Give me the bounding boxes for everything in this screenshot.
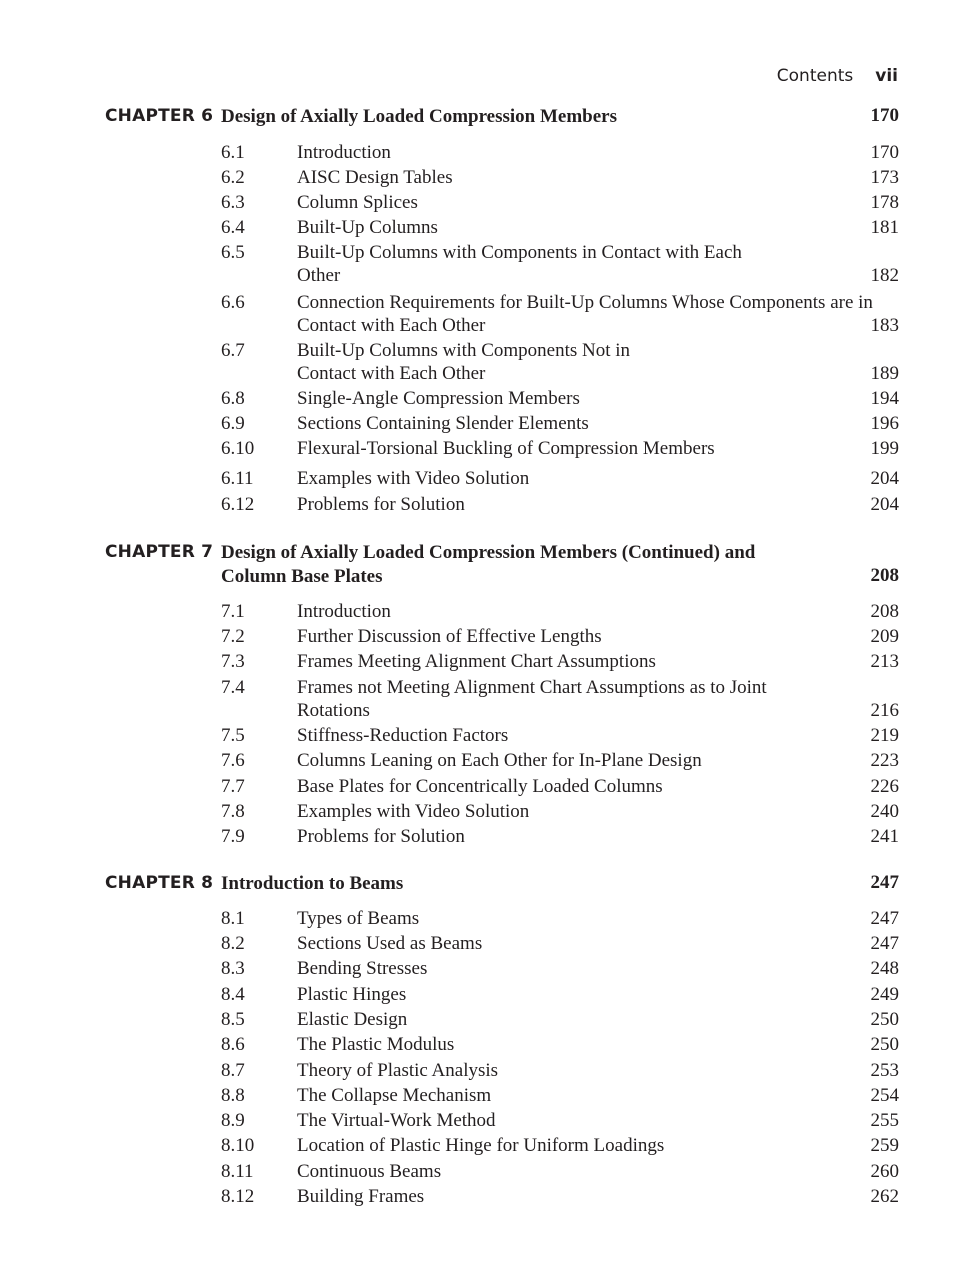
section-page-number: 181 (870, 217, 899, 238)
section-title: The Plastic Modulus (297, 1034, 455, 1055)
section-title: Building Frames (297, 1186, 425, 1207)
section-page-number: 223 (870, 750, 899, 771)
chapter-page-number: 170 (870, 105, 899, 126)
section-number: 7.9 (221, 826, 245, 847)
page-number: vii (875, 66, 898, 86)
section-title: Examples with Video Solution (297, 468, 530, 489)
section-page-number: 183 (870, 315, 899, 336)
section-number: 8.11 (221, 1161, 254, 1182)
section-page-number: 250 (870, 1009, 899, 1030)
running-title: Contents (776, 66, 854, 86)
section-title: Plastic Hinges (297, 984, 407, 1005)
section-title: Stiffness-Reduction Factors (297, 725, 509, 746)
section-title: Sections Used as Beams (297, 933, 483, 954)
section-title: Connection Requirements for Built-Up Columns Whose Components are in Contact with Each Other (297, 292, 873, 336)
section-page-number: 226 (870, 776, 899, 797)
section-number: 6.1 (221, 142, 245, 163)
section-page-number: 240 (870, 801, 899, 822)
section-number: 8.5 (221, 1009, 245, 1030)
section-number: 7.2 (221, 626, 245, 647)
section-page-number: 189 (870, 363, 899, 384)
section-title: Bending Stresses (297, 958, 428, 979)
section-title: Continuous Beams (297, 1161, 442, 1182)
section-title: Flexural-Torsional Buckling of Compression Members (297, 438, 715, 459)
section-title: Types of Beams (297, 908, 420, 929)
section-number: 7.6 (221, 750, 245, 771)
chapter-title: Design of Axially Loaded Compression Members (221, 106, 618, 127)
chapter-title: Design of Axially Loaded Compression Members (Continued) and Column Base Plates (221, 542, 756, 587)
section-title: Problems for Solution (297, 494, 465, 515)
section-page-number: 249 (870, 984, 899, 1005)
section-page-number: 253 (870, 1060, 899, 1081)
section-number: 7.7 (221, 776, 245, 797)
section-page-number: 255 (870, 1110, 899, 1131)
section-page-number: 241 (870, 826, 899, 847)
section-page-number: 247 (870, 908, 899, 929)
running-head (777, 66, 898, 86)
section-number: 8.9 (221, 1110, 245, 1131)
chapter-page-number: 247 (870, 872, 899, 893)
section-title: Elastic Design (297, 1009, 408, 1030)
section-title: Sections Containing Slender Elements (297, 413, 589, 434)
section-page-number: 182 (870, 265, 899, 286)
section-title: Further Discussion of Effective Lengths (297, 626, 602, 647)
section-page-number: 248 (870, 958, 899, 979)
section-number: 6.2 (221, 167, 245, 188)
section-page-number: 199 (870, 438, 899, 459)
section-title: Examples with Video Solution (297, 801, 530, 822)
section-number: 8.2 (221, 933, 245, 954)
section-number: 6.11 (221, 468, 254, 489)
section-number: 8.10 (221, 1135, 255, 1156)
chapter-label: CHAPTER 6 (105, 106, 214, 126)
chapter-page-number: 208 (870, 565, 899, 586)
section-number: 7.3 (221, 651, 245, 672)
section-number: 7.5 (221, 725, 245, 746)
section-number: 6.7 (221, 340, 245, 361)
section-number: 8.12 (221, 1186, 255, 1207)
section-page-number: 209 (870, 626, 899, 647)
section-page-number: 204 (870, 468, 899, 489)
section-title: The Collapse Mechanism (297, 1085, 492, 1106)
chapter-label: CHAPTER 7 (105, 542, 214, 562)
section-page-number: 194 (870, 388, 899, 409)
section-page-number: 259 (870, 1135, 899, 1156)
section-page-number: 213 (870, 651, 899, 672)
section-number: 6.4 (221, 217, 245, 238)
section-page-number: 204 (870, 494, 899, 515)
section-page-number: 208 (870, 601, 899, 622)
section-title: Introduction (297, 601, 391, 622)
section-number: 6.3 (221, 192, 245, 213)
section-number: 6.12 (221, 494, 255, 515)
section-title: Theory of Plastic Analysis (297, 1060, 499, 1081)
section-page-number: 216 (870, 700, 899, 721)
section-title: The Virtual-Work Method (297, 1110, 496, 1131)
section-title: Introduction (297, 142, 391, 163)
section-number: 7.8 (221, 801, 245, 822)
section-title: Columns Leaning on Each Other for In-Plane Design (297, 750, 702, 771)
section-number: 8.4 (221, 984, 245, 1005)
section-page-number: 170 (870, 142, 899, 163)
section-number: 7.1 (221, 601, 245, 622)
section-title: Column Splices (297, 192, 418, 213)
section-title: Problems for Solution (297, 826, 465, 847)
section-number: 8.3 (221, 958, 245, 979)
section-page-number: 254 (870, 1085, 899, 1106)
section-title: Frames not Meeting Alignment Chart Assumptions as to Joint Rotations (297, 677, 767, 721)
section-number: 6.5 (221, 242, 245, 263)
section-page-number: 247 (870, 933, 899, 954)
section-title: AISC Design Tables (297, 167, 453, 188)
section-title: Frames Meeting Alignment Chart Assumptions (297, 651, 656, 672)
section-number: 6.8 (221, 388, 245, 409)
section-title: Location of Plastic Hinge for Uniform Loadings (297, 1135, 665, 1156)
section-number: 6.9 (221, 413, 245, 434)
section-number: 8.7 (221, 1060, 245, 1081)
section-page-number: 262 (870, 1186, 899, 1207)
section-page-number: 260 (870, 1161, 899, 1182)
section-title: Base Plates for Concentrically Loaded Columns (297, 776, 663, 797)
section-number: 8.1 (221, 908, 245, 929)
section-number: 6.6 (221, 292, 245, 313)
chapter-title: Introduction to Beams (221, 873, 404, 894)
section-number: 6.10 (221, 438, 255, 459)
section-page-number: 196 (870, 413, 899, 434)
section-page-number: 219 (870, 725, 899, 746)
section-page-number: 178 (870, 192, 899, 213)
section-page-number: 173 (870, 167, 899, 188)
chapter-label: CHAPTER 8 (105, 873, 214, 893)
section-number: 8.8 (221, 1085, 245, 1106)
section-page-number: 250 (870, 1034, 899, 1055)
section-title: Built-Up Columns with Components in Contact with Each Other (297, 242, 742, 286)
section-title: Built-Up Columns (297, 217, 438, 238)
section-title: Built-Up Columns with Components Not in Contact with Each Other (297, 340, 631, 384)
section-title: Single-Angle Compression Members (297, 388, 580, 409)
section-number: 8.6 (221, 1034, 245, 1055)
section-number: 7.4 (221, 677, 245, 698)
